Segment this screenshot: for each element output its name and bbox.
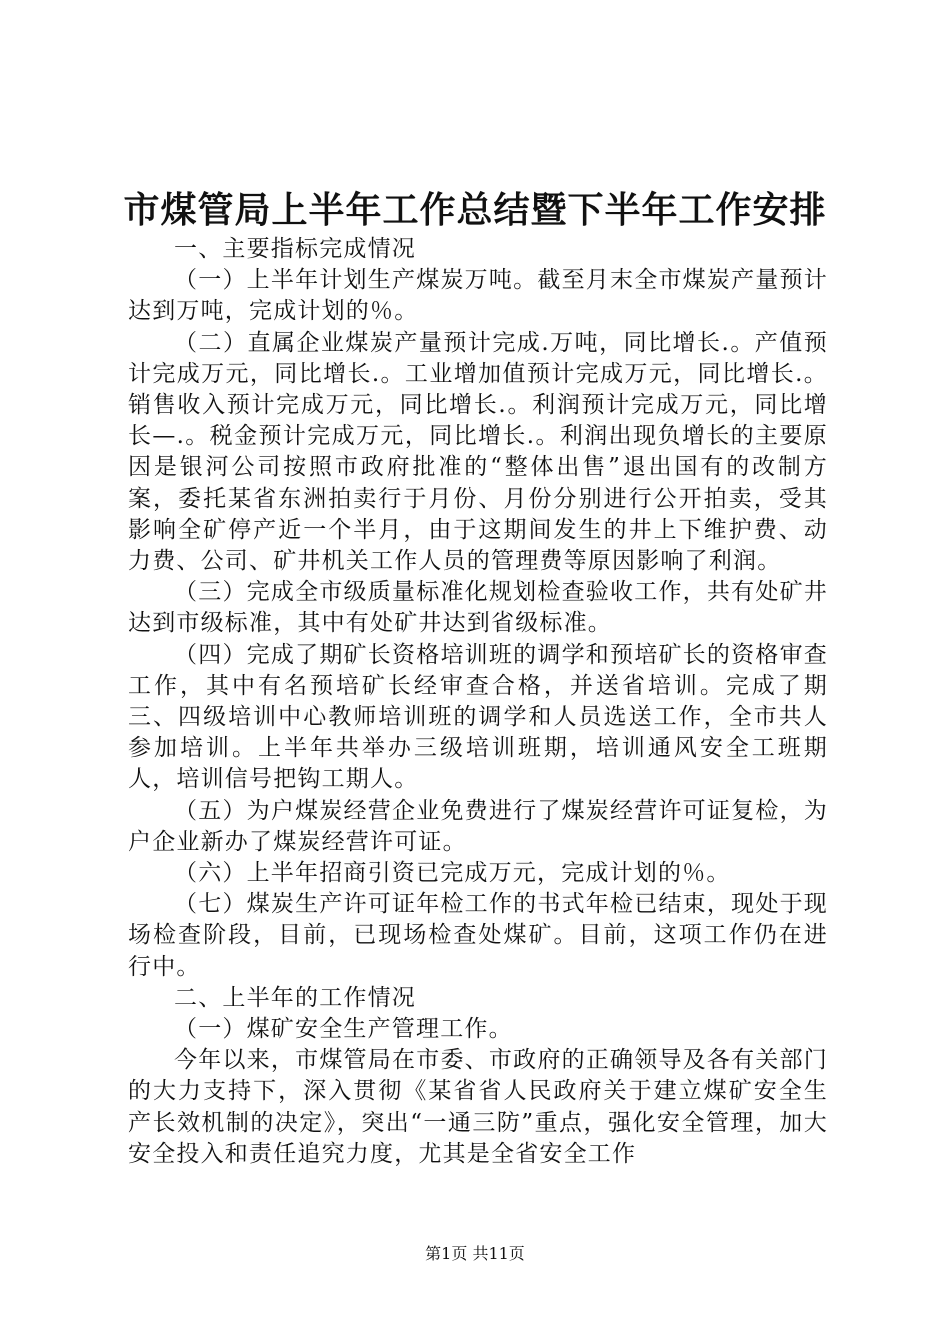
- section-heading-2: 二、上半年的工作情况: [174, 984, 416, 1011]
- page-footer: 第1页 共11页: [425, 1244, 525, 1263]
- paragraph-safety-intro: 今年以来，市煤管局在市委、市政府的正确领导及各有关部门的大力支持下，深入贯彻《某省省人民政府关于建立煤矿安全生产长效机制的决定》，突出“一通三防”重点，强化安全管理，加大安全投入和责任追究力度，尤其是全省安全工作: [128, 1047, 828, 1167]
- paragraph-item-2: （二）直属企业煤炭产量预计完成.万吨，同比增长.。产值预计完成万元，同比增长.。工业增加值预计完成万元，同比增长.。销售收入预计完成万元，同比增长.。利润预计完成万元，同比增长—.。税金预计完成万元，同比增长.。利润出现负增长的主要原因是银河公司按照市政府批准的“整体出售”退出国有的改制方案，委托某省东洲拍卖行于月份、月份分别进行公开拍卖，受其影响全矿停产近一个半月，由于这期间发生的井上下维护费、动力费、公司、矿井机关工作人员的管理费等原因影响了利润。: [128, 329, 828, 575]
- document-body: [128, 234, 828, 1170]
- subsection-heading-safety: （一）煤矿安全生产管理工作。: [174, 1016, 513, 1043]
- paragraph-item-6: （六）上半年招商引资已完成万元，完成计划的％。: [174, 860, 731, 887]
- paragraph-item-7: （七）煤炭生产许可证年检工作的书式年检已结束，现处于现场检查阶段，目前，已现场检查处煤矿。目前，这项工作仍在进行中。: [128, 891, 828, 980]
- paragraph-item-4: （四）完成了期矿长资格培训班的调学和预培矿长的资格审查工作，其中有名预培矿长经审查合格，并送省培训。完成了期三、四级培训中心教师培训班的调学和人员选送工作，全市共人参加培训。上半年共举办三级培训班期，培训通风安全工班期人，培训信号把钩工期人。: [128, 641, 828, 793]
- paragraph-item-1: （一）上半年计划生产煤炭万吨。截至月末全市煤炭产量预计达到万吨，完成计划的％。: [128, 267, 828, 325]
- paragraph-item-3: （三）完成全市级质量标准化规划检查验收工作，共有处矿井达到市级标准，其中有处矿井达到省级标准。: [128, 579, 828, 637]
- section-heading-1: 一、主要指标完成情况: [174, 236, 416, 262]
- document-title: 市煤管局上半年工作总结暨下半年工作安排: [123, 189, 827, 231]
- paragraph-item-5: （五）为户煤炭经营企业免费进行了煤炭经营许可证复检，为户企业新办了煤炭经营许可证。: [128, 797, 828, 855]
